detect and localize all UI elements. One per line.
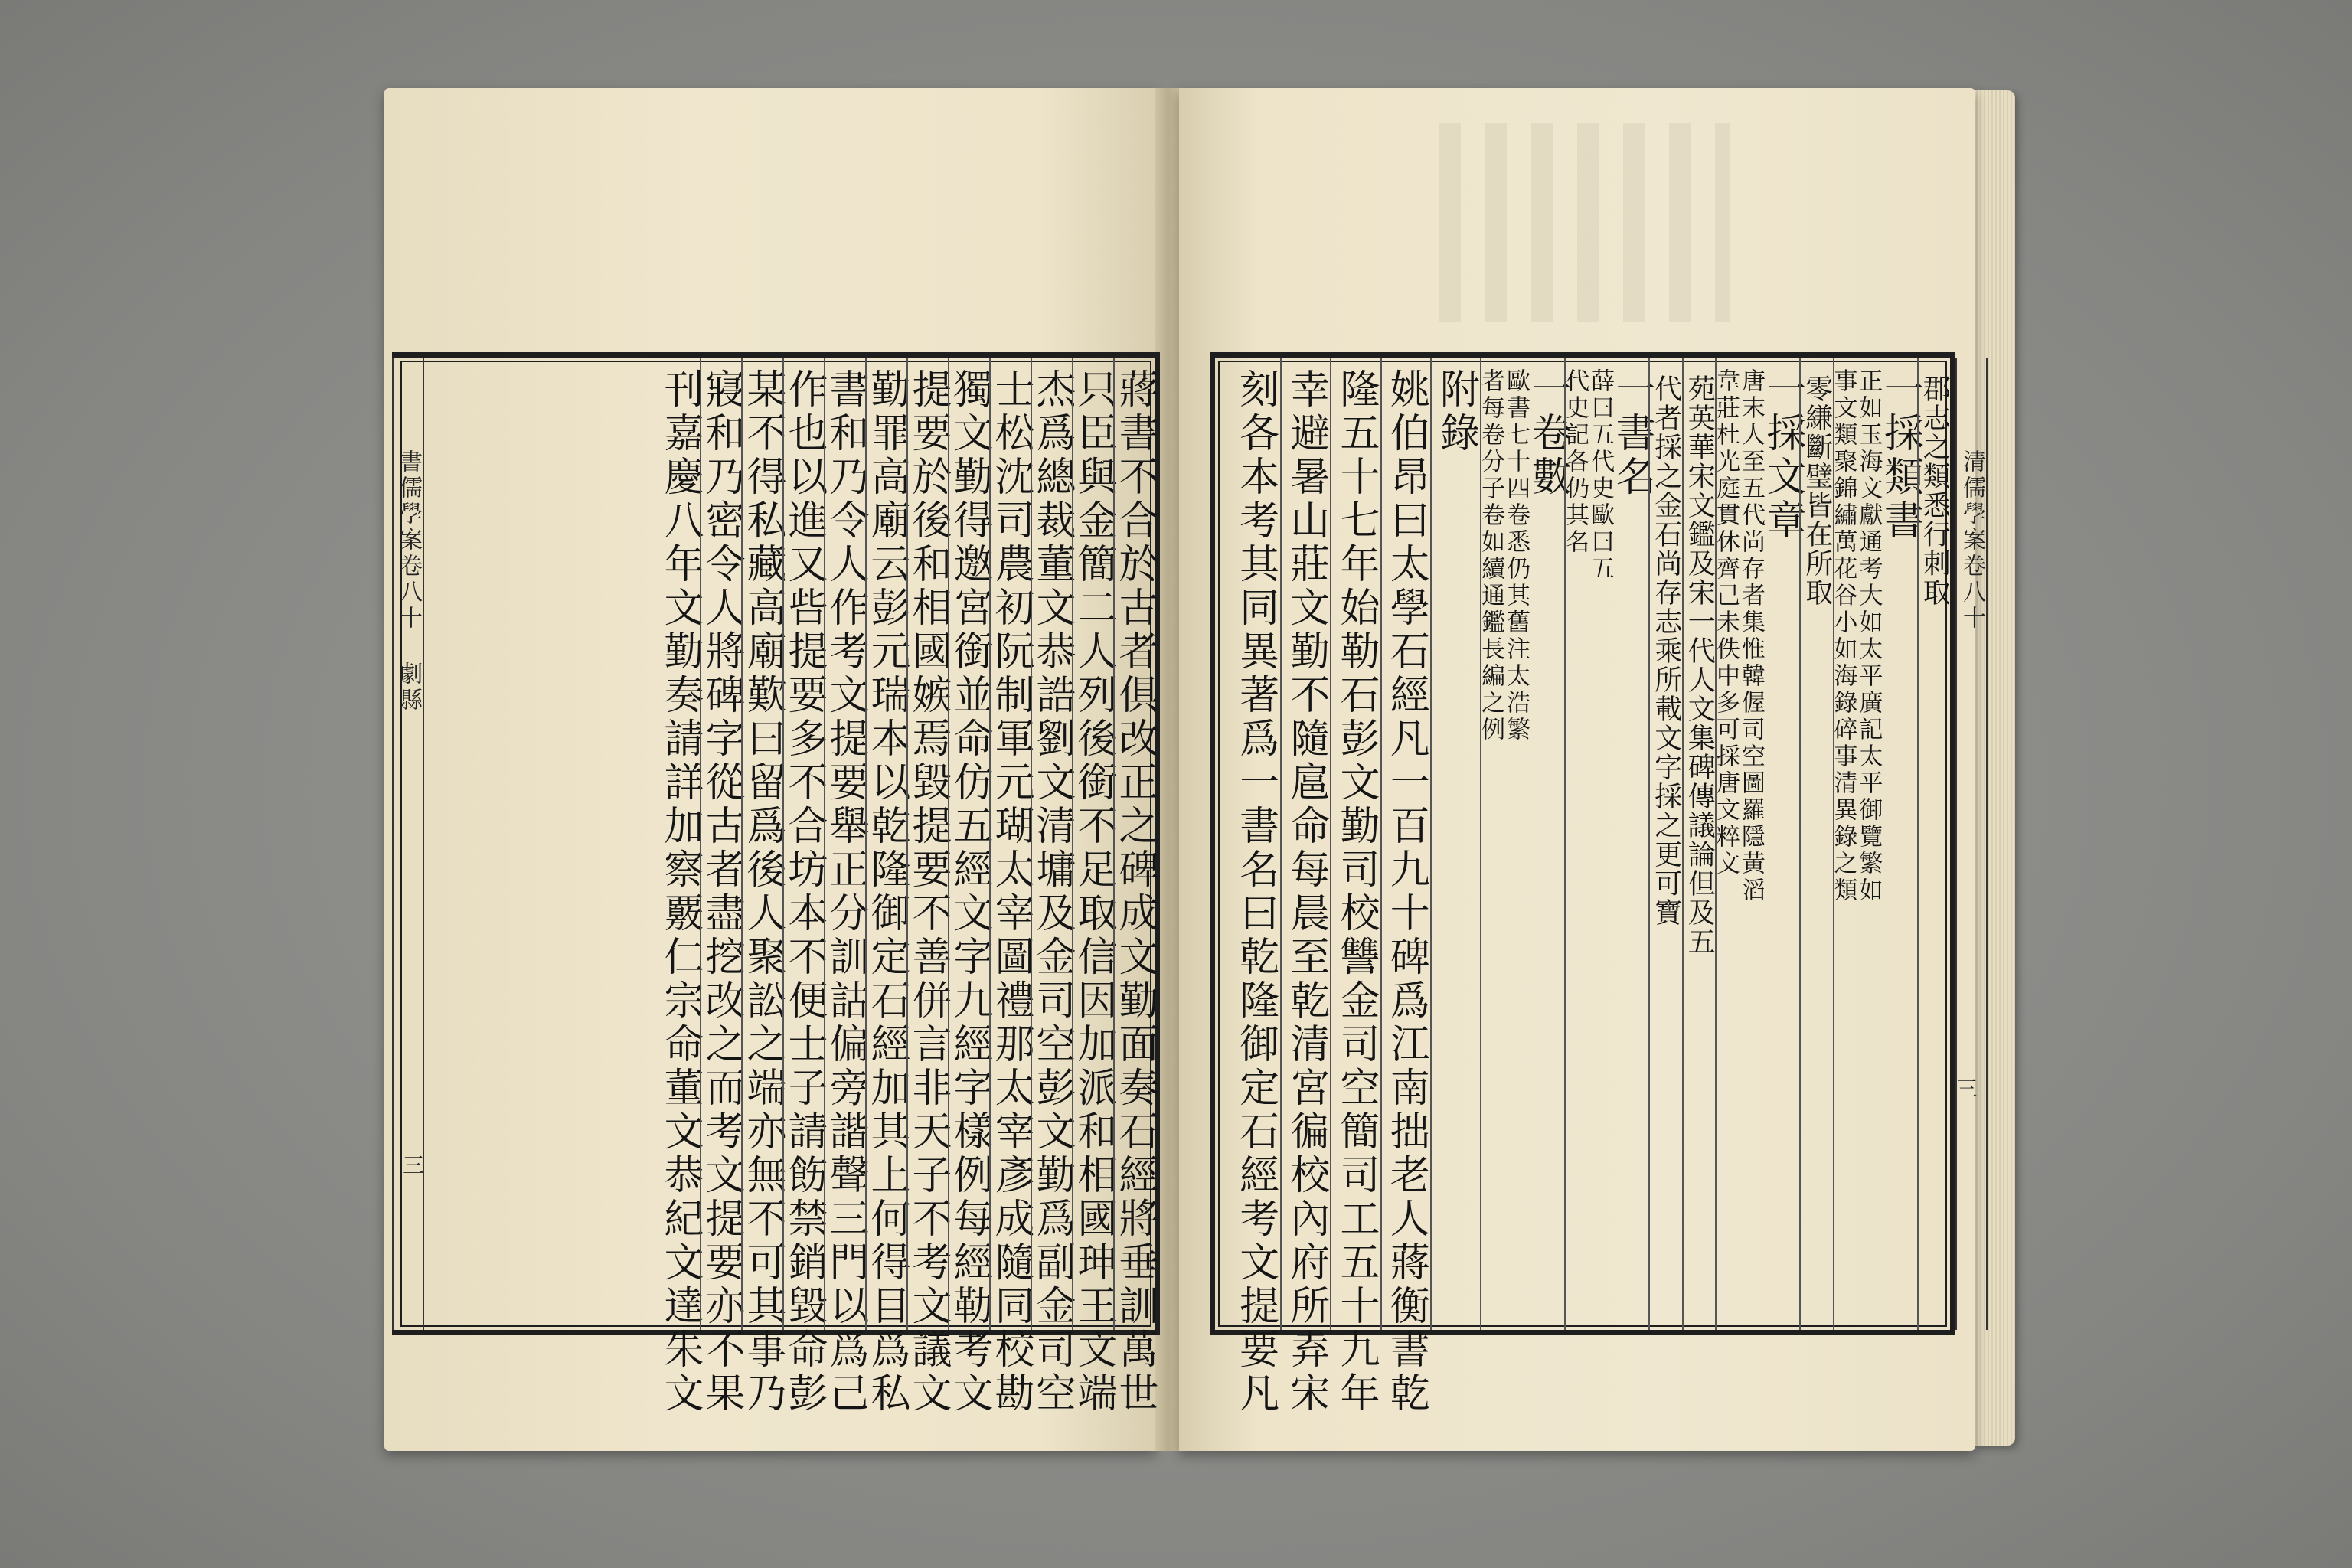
left-margin-label: 書儒學案卷八十 劇縣 <box>395 449 422 714</box>
right-column-text: 隆五十七年始勒石彭文勤司校讐金司空簡司工五十九年 <box>1333 368 1380 1416</box>
right-margin-label: 清儒學案卷八十 <box>1958 449 1985 632</box>
left-text-column <box>1029 358 1075 1416</box>
right-text-column <box>1330 358 1380 1416</box>
right-text-column <box>1230 358 1280 1416</box>
right-entry-heading: 一書名 <box>1609 368 1655 499</box>
right-entry-heading: 一卷數 <box>1524 368 1571 499</box>
left-text-column <box>657 358 703 1416</box>
right-text-column <box>1712 358 1806 1330</box>
left-column-text: 只臣與金簡二人列後銜不足取信因加派和相國珅王文端 <box>1070 368 1116 1416</box>
right-entry-notes <box>1477 368 1530 743</box>
left-column-text: 獨文勤得邀宮銜並命仿五經文字九經字樣例每經勒考文 <box>946 368 992 1416</box>
right-entry-heading: 一採文章 <box>1759 368 1806 543</box>
left-text-column <box>1112 358 1158 1416</box>
right-text-column <box>1561 358 1655 1330</box>
left-column-text: 提要於後和相國嫉焉毀提要不善併言非天子不考文議文 <box>905 368 951 1416</box>
left-text-column <box>698 358 744 1416</box>
right-entry <box>1561 368 1655 1330</box>
right-entry <box>1829 368 1923 1330</box>
left-column-text: 杰爲總裁董文恭誥劉文清墉及金司空彭文勤爲副金司空 <box>1029 368 1075 1416</box>
right-column-text: 幸避暑山莊文勤不隨扈命每晨至乾清宮徧校內府所弆宋 <box>1282 368 1329 1416</box>
right-column-text: 附錄 <box>1432 368 1479 456</box>
right-page-number: 三 <box>1953 1077 1978 1099</box>
right-text-column <box>1430 358 1480 1330</box>
left-text-column <box>822 358 868 1416</box>
left-text-column <box>740 358 786 1416</box>
right-column-text: 零縑斷璧皆在所取 <box>1801 374 1833 607</box>
right-margin-strip <box>1955 358 1988 1330</box>
right-column-text: 郡志之類悉行刺取 <box>1919 374 1951 607</box>
right-column-text: 苑英華宋文鑑及宋一代人文集碑傳議論但及五 <box>1684 374 1716 956</box>
right-column-text: 姚伯昂曰太學石經凡一百九十碑爲江南拙老人蔣衡書乾 <box>1383 368 1429 1416</box>
right-entry <box>1477 368 1571 1330</box>
right-column-text: 刻各本考其同異著爲一書名曰乾隆御定石經考文提要凡 <box>1232 368 1279 1416</box>
right-entry-note: 韋莊杜光庭貫休齊己未佚中多可採唐文粹文 <box>1712 368 1740 877</box>
right-text-frame <box>1210 352 1985 1416</box>
left-column-text: 勤罪高廟云彭元瑞本以乾隆御定石經加其上何得目爲私 <box>864 368 910 1416</box>
right-entry-notes <box>1829 368 1883 904</box>
bleed-through-text <box>1439 122 1730 322</box>
left-column-text: 寢和乃密令人將碑字從古者盡挖改之而考文提要亦不果 <box>698 368 744 1416</box>
left-text-column <box>781 358 827 1416</box>
right-text-column <box>1829 358 1923 1330</box>
right-entry-note: 代史記各仍其名 <box>1561 368 1589 556</box>
right-column-text: 代者採之金石尚存志乘所載文字採之更可寶 <box>1650 374 1682 927</box>
left-column-text: 某不得私藏高廟歎曰留爲後人聚訟之端亦無不可其事乃 <box>740 368 786 1416</box>
right-entry-note: 唐末人至五代尚存者集惟韓偓司空圖羅隱黃滔 <box>1737 368 1766 904</box>
right-text-column <box>1280 358 1330 1416</box>
right-entry-note: 薛曰五代史歐曰五 <box>1586 368 1615 583</box>
left-column-text: 刊嘉慶八年文勤奏請詳加察覈仁宗命董文恭紀文達朱文 <box>657 368 703 1416</box>
right-text-column <box>1799 358 1832 1330</box>
right-text-column <box>1917 358 1950 1330</box>
left-text-column <box>988 358 1034 1416</box>
right-entry-note: 歐書七十四卷悉仍其舊注太浩繁 <box>1502 368 1530 743</box>
right-text-column <box>1380 358 1430 1416</box>
right-entry <box>1712 368 1806 1330</box>
left-margin-strip <box>392 358 424 1330</box>
left-column-text: 書和乃令人作考文提要舉正分訓詁偏旁諧聲三門以爲己 <box>822 368 868 1416</box>
right-entry-note: 事文類聚錦繡萬花谷小如海錄碎事清異錄之類 <box>1829 368 1857 904</box>
right-entry-note: 正如玉海文獻通考大如太平廣記太平御覽繁如 <box>1854 368 1883 904</box>
right-text-column <box>1477 358 1571 1330</box>
right-text-column <box>1648 358 1681 1330</box>
left-page-number: 三 <box>400 1154 425 1175</box>
left-column-text: 士松沈司農初阮制軍元瑚太宰圖禮那太宰彥成隨同校勘 <box>988 368 1034 1416</box>
right-text-column <box>1682 358 1715 1330</box>
left-text-frame <box>392 352 1160 1416</box>
left-text-column <box>905 358 951 1416</box>
right-entry-notes <box>1712 368 1766 904</box>
right-text-columns <box>1230 358 1951 1416</box>
left-text-column <box>946 358 992 1416</box>
left-text-column <box>864 358 910 1416</box>
left-column-text: 作也以進又呰提要多不合坊本不便士子請飭禁銷毀命彭 <box>781 368 827 1416</box>
right-entry-heading: 一採類書 <box>1877 368 1923 543</box>
right-entry-note: 者每卷分子卷如續通鑑長編之例 <box>1477 368 1505 743</box>
left-text-columns <box>657 358 1158 1416</box>
right-entry-notes <box>1561 368 1615 583</box>
left-text-column <box>1070 358 1116 1416</box>
left-column-text: 蔣書不合於古者俱改正之碑成文勤面奏石經將垂訓萬世 <box>1112 368 1158 1416</box>
